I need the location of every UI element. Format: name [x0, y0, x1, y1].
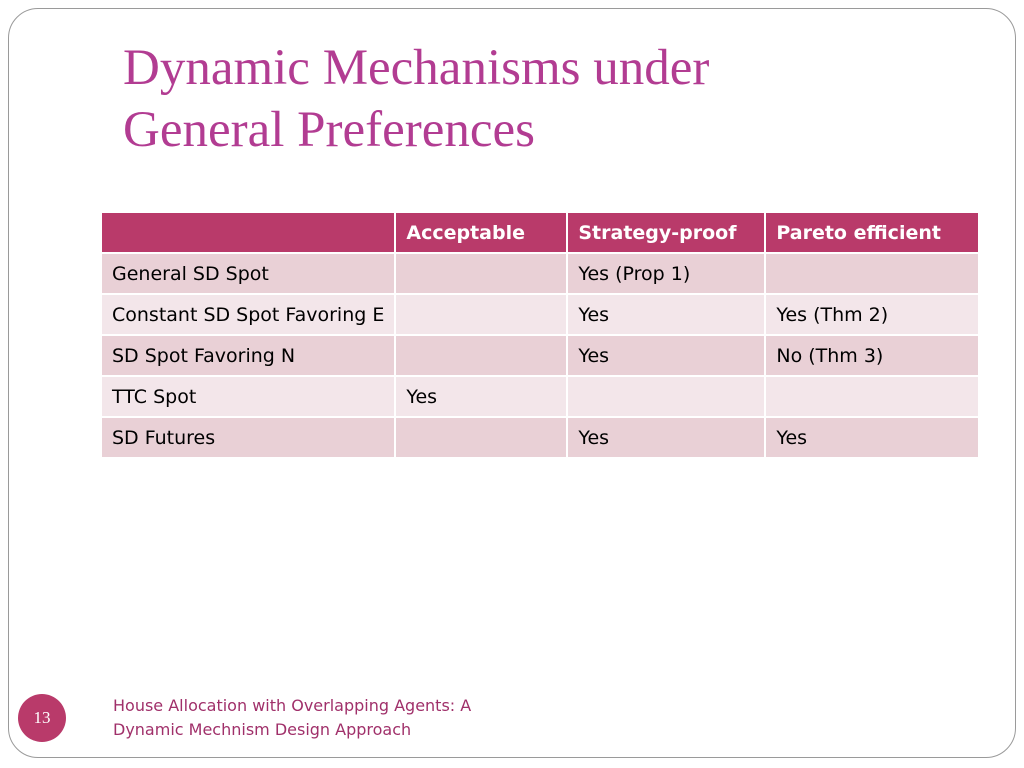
title-line-2: General Preferences	[123, 102, 535, 158]
header-cell-acceptable: Acceptable	[396, 213, 568, 254]
mechanism-cell: Constant SD Spot Favoring E	[102, 295, 396, 336]
strategy-proof-cell: Yes	[568, 418, 766, 459]
footer-line-1: House Allocation with Overlapping Agents: A	[113, 696, 472, 715]
slide-footer	[113, 694, 533, 742]
pareto-efficient-cell	[766, 377, 978, 418]
header-cell-pareto-efficient: Pareto efficient	[766, 213, 978, 254]
strategy-proof-cell: Yes	[568, 336, 766, 377]
strategy-proof-cell: Yes	[568, 295, 766, 336]
mechanism-cell: SD Spot Favoring N	[102, 336, 396, 377]
strategy-proof-cell	[568, 377, 766, 418]
table-row	[102, 295, 978, 336]
table-header-row	[102, 213, 978, 254]
acceptable-cell	[396, 254, 568, 295]
footer-line-2: Dynamic Mechnism Design Approach	[113, 720, 412, 739]
table-row	[102, 254, 978, 295]
mechanism-cell: General SD Spot	[102, 254, 396, 295]
pareto-efficient-cell: Yes (Thm 2)	[766, 295, 978, 336]
page-number-badge: 13	[18, 694, 66, 742]
pareto-efficient-cell	[766, 254, 978, 295]
table-row	[102, 377, 978, 418]
slide-title	[123, 37, 983, 161]
pareto-efficient-cell: No (Thm 3)	[766, 336, 978, 377]
acceptable-cell: Yes	[396, 377, 568, 418]
header-cell-mechanism	[102, 213, 396, 254]
table-row	[102, 336, 978, 377]
acceptable-cell	[396, 295, 568, 336]
strategy-proof-cell: Yes (Prop 1)	[568, 254, 766, 295]
pareto-efficient-cell: Yes	[766, 418, 978, 459]
comparison-table	[102, 213, 978, 459]
header-cell-strategy-proof: Strategy-proof	[568, 213, 766, 254]
mechanism-cell: SD Futures	[102, 418, 396, 459]
acceptable-cell	[396, 418, 568, 459]
acceptable-cell	[396, 336, 568, 377]
table-row	[102, 418, 978, 459]
title-line-1: Dynamic Mechanisms under	[123, 40, 710, 96]
mechanism-cell: TTC Spot	[102, 377, 396, 418]
